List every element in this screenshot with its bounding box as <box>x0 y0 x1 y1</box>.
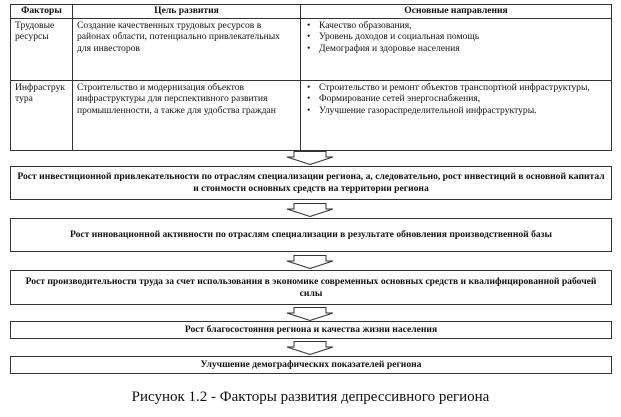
table-header-row <box>11 5 612 19</box>
flow-step-2: Рост инновационной активности по отраслям специализации в результате обновления производственной базы <box>10 218 612 252</box>
down-arrow-icon <box>286 307 334 321</box>
factor-cell: Инфраструктура <box>11 81 73 151</box>
table-row <box>11 81 612 151</box>
list-item: • Уровень доходов и социальная помощь <box>305 31 607 42</box>
list-item: • Качество образования, <box>305 20 607 31</box>
down-arrow-icon <box>286 203 334 217</box>
down-arrow-icon <box>286 255 334 269</box>
header-goal: Цель развития <box>73 5 301 19</box>
directions-cell <box>301 19 612 81</box>
flow-step-3: Рост производительности труда за счет использования в экономике современных основных средств и квалифицированной рабочей силы <box>10 270 612 305</box>
flow-step-4: Рост благосостояния региона и качества жизни населения <box>10 321 612 339</box>
factors-table <box>10 4 612 151</box>
flow-step-5: Улучшение демографических показателей региона <box>10 356 612 374</box>
figure-caption: Рисунок 1.2 - Факторы развития депрессивного региона <box>131 389 490 405</box>
header-directions: Основные направления <box>301 5 612 19</box>
flow-step-1: Рост инвестиционной привлекательности по отраслям специализации региона, а, следовательно, рост инвестиций в основной капитал и стоимости основных средств на территории региона <box>10 166 612 200</box>
goal-cell: Строительство и модернизация объектов инфраструктуры для перспективного развития промышленности, а также для удобства граждан <box>73 81 301 151</box>
list-item: • Строительство и ремонт объектов транспортной инфраструктуры, <box>305 82 607 93</box>
header-factors: Факторы <box>11 5 73 19</box>
list-item: • Улучшение газораспределительной инфраструктуры. <box>305 105 607 116</box>
list-item: • Формирование сетей энергоснабжения, <box>305 93 607 104</box>
goal-cell: Создание качественных трудовых ресурсов в районах области, потенциально привлекательных для инвесторов <box>73 19 301 81</box>
factor-cell: Трудовые ресурсы <box>11 19 73 81</box>
down-arrow-icon <box>286 341 334 355</box>
down-arrow-icon <box>286 151 334 165</box>
table-row <box>11 19 612 81</box>
directions-cell <box>301 81 612 151</box>
list-item: • Демография и здоровье населения <box>305 43 607 54</box>
